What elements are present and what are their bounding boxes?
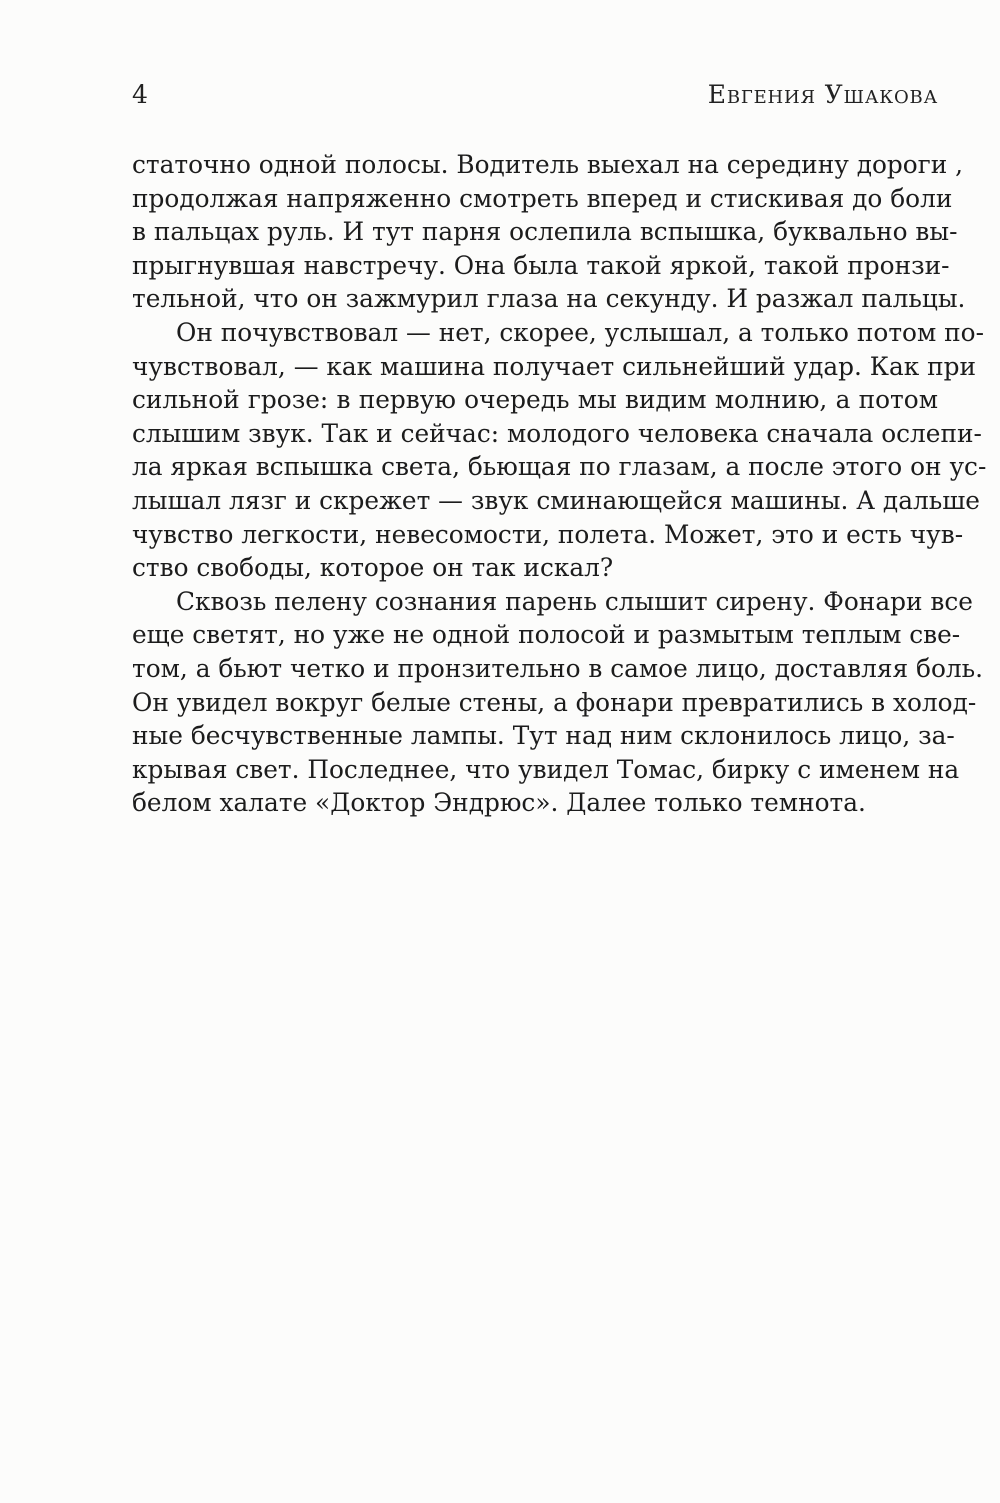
text-line: еще светят, но уже не одной полосой и размытым теплым све-	[132, 620, 961, 650]
text-line: чувствовал, — как машина получает сильнейший удар. Как при	[132, 351, 977, 381]
paragraph-3	[132, 585, 984, 820]
text-line: том, а бьют четко и пронзительно в самое лицо, доставляя боль.	[132, 653, 984, 683]
running-header	[130, 76, 938, 116]
paragraph-2	[132, 316, 987, 585]
text-line: чувство легкости, невесомости, полета. Может, это и есть чув-	[132, 519, 964, 549]
text-line: Сквозь пелену сознания парень слышит сирену. Фонари все	[176, 586, 973, 616]
author-name: Евгения Ушакова	[707, 80, 938, 109]
text-line: лышал лязг и скрежет — звук сминающейся машины. А дальше	[132, 485, 980, 515]
body-text	[132, 148, 987, 820]
text-line: ство свободы, которое он так искал?	[132, 553, 614, 583]
text-line: статочно одной полосы. Водитель выехал на середину дороги ,	[132, 150, 963, 179]
text-line: белом халате «Доктор Эндрюс». Далее только темнота.	[132, 788, 866, 818]
text-line: Он увидел вокруг белые стены, а фонари превратились в холод-	[132, 687, 977, 717]
text-line: ла яркая вспышка света, бьющая по глазам, а после этого он ус-	[132, 452, 987, 482]
text-line: ные бесчувственные лампы. Тут над ним склонилось лицо, за-	[132, 721, 955, 751]
text-line: продолжая напряженно смотреть вперед и стискивая до боли	[132, 183, 953, 213]
text-line: Он почувствовал — нет, скорее, услышал, а только потом по-	[176, 317, 984, 347]
text-line: тельной, что он зажмурил глаза на секунду. И разжал пальцы.	[132, 284, 966, 314]
paragraph-1	[132, 148, 966, 316]
text-line: слышим звук. Так и сейчас: молодого человека сначала ослепи-	[132, 418, 982, 448]
text-line: в пальцах руль. И тут парня ослепила вспышка, буквально вы-	[132, 217, 958, 247]
text-line: сильной грозе: в первую очередь мы видим молнию, а потом	[132, 385, 938, 415]
page-number: 4	[132, 80, 148, 109]
text-line: прыгнувшая навстречу. Она была такой яркой, такой пронзи-	[132, 250, 950, 280]
text-line: крывая свет. Последнее, что увидел Томас, бирку с именем на	[132, 754, 960, 784]
